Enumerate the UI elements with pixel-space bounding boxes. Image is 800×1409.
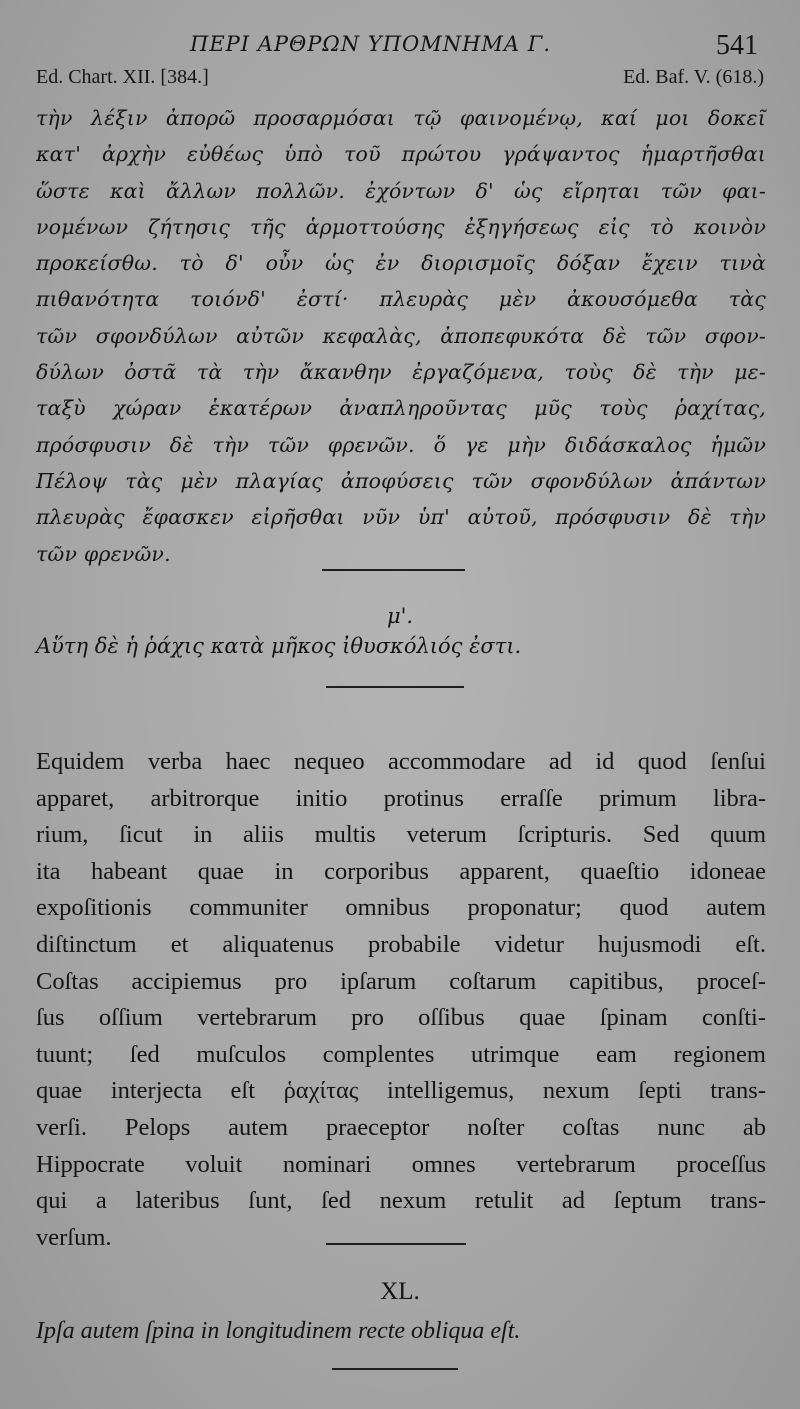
greek-line: πιθανότητα τοιόνδ' ἐστί· πλευρὰς μὲν ἀκουσόμεθα τὰς — [36, 287, 766, 312]
lemma-latin: Ipſa autem ſpina in longitudinem recte obliqua eſt. — [36, 1318, 521, 1344]
section-divider — [332, 1368, 458, 1370]
latin-line: verſum. — [36, 1223, 112, 1251]
latin-line: Coſtas accipiemus pro ipſarum coſtarum capitibus, proceſ- — [36, 967, 766, 995]
latin-line: rium, ſicut in aliis multis veterum ſcripturis. Sed quum — [36, 821, 766, 849]
lemma-greek: Αὕτη δὲ ἡ ῥάχις κατὰ μῆκος ἰθυσκόλιός ἐστι. — [36, 634, 522, 658]
section-divider — [326, 686, 464, 688]
latin-line: qui a lateribus ſunt, ſed nexum retulit ad ſeptum trans- — [36, 1187, 766, 1215]
greek-line: τῶν σφονδύλων αὐτῶν κεφαλὰς, ἀποπεφυκότα δὲ τῶν σφον- — [36, 323, 766, 348]
latin-line: expoſitionis communiter omnibus proponatur; quod autem — [36, 894, 766, 922]
greek-commentary — [36, 100, 766, 572]
greek-line: ὥστε καὶ ἄλλων πολλῶν. ἐχόντων δ' ὡς εἴρηται τῶν φαι- — [36, 178, 766, 203]
latin-line: Hippocrate voluit nominari omnes vertebrarum proceſſus — [36, 1150, 766, 1178]
latin-line: ita habeant quae in corporibus apparent, quaeſtio idoneae — [36, 857, 766, 885]
latin-line: tuunt; ſed muſculos complentes utrimque eam regionem — [36, 1040, 766, 1068]
running-title: ΠΕΡΙ ΑΡΘΡΩΝ ΥΠΟΜΝΗΜΑ Γ. — [190, 32, 552, 56]
edition-reference-chartier: Ed. Chart. XII. [384.] — [36, 66, 209, 88]
latin-line: diſtinctum et aliquatenus probabile videtur hujusmodi eſt. — [36, 930, 766, 958]
running-head — [0, 30, 800, 62]
section-number-latin: XL. — [380, 1278, 420, 1305]
greek-line: πλευρὰς ἔφασκεν εἰρῆσθαι νῦν ὑπ' αὐτοῦ, πρόσφυσιν δὲ τὴν — [36, 505, 766, 530]
greek-line: προκείσθω. τὸ δ' οὖν ὡς ἐν διορισμοῖς δόξαν ἔχειν τινὰ — [36, 251, 766, 276]
latin-line: Equidem verba haec nequeo accommodare ad id quod ſenſui — [36, 748, 766, 775]
greek-line: δύλων ὀστᾶ τὰ τὴν ἄκανθην ἐργαζόμενα, τοὺς δὲ τὴν με- — [36, 360, 766, 385]
greek-line: Πέλοψ τὰς μὲν πλαγίας ἀποφύσεις τῶν σφονδύλων ἁπάντων — [36, 468, 766, 493]
latin-line: quae interjecta eſt ῥαχίτας intelligemus, nexum ſepti trans- — [36, 1077, 766, 1105]
edition-reference-basel: Ed. Baf. V. (618.) — [623, 66, 764, 88]
latin-line: apparet, arbitrorque initio protinus erraſſe primum libra- — [36, 784, 766, 812]
greek-line: τῶν φρενῶν. — [36, 541, 171, 566]
greek-line: πρόσφυσιν δὲ τὴν τῶν φρενῶν. ὅ γε μὴν διδάσκαλος ἡμῶν — [36, 432, 766, 457]
edition-reference-line — [36, 66, 764, 96]
latin-line: ſus oſſium vertebrarum pro oſſibus quae ſpinam conſti- — [36, 1004, 766, 1032]
greek-line: ταξὺ χώραν ἑκατέρων ἀναπληροῦντας μῦς τοὺς ῥαχίτας, — [36, 396, 766, 421]
greek-line: νομένων ζήτησις τῆς ἁρμοττούσης ἐξηγήσεως εἰς τὸ κοινὸν — [36, 214, 766, 239]
page-number: 541 — [716, 30, 758, 61]
latin-translation — [36, 744, 766, 1256]
greek-line: κατ' ἀρχὴν εὐθέως ὑπὸ τοῦ πρώτου γράψαντος ἡμαρτῆσθαι — [36, 142, 766, 167]
section-number-greek: μ'. — [386, 604, 414, 628]
greek-line: τὴν λέξιν ἀπορῶ προσαρμόσαι τῷ φαινομένῳ, καί μοι δοκεῖ — [36, 106, 766, 130]
latin-line: verſi. Pelops autem praeceptor noſter coſtas nunc ab — [36, 1113, 766, 1141]
section-divider — [326, 1243, 466, 1245]
section-divider — [322, 569, 465, 571]
